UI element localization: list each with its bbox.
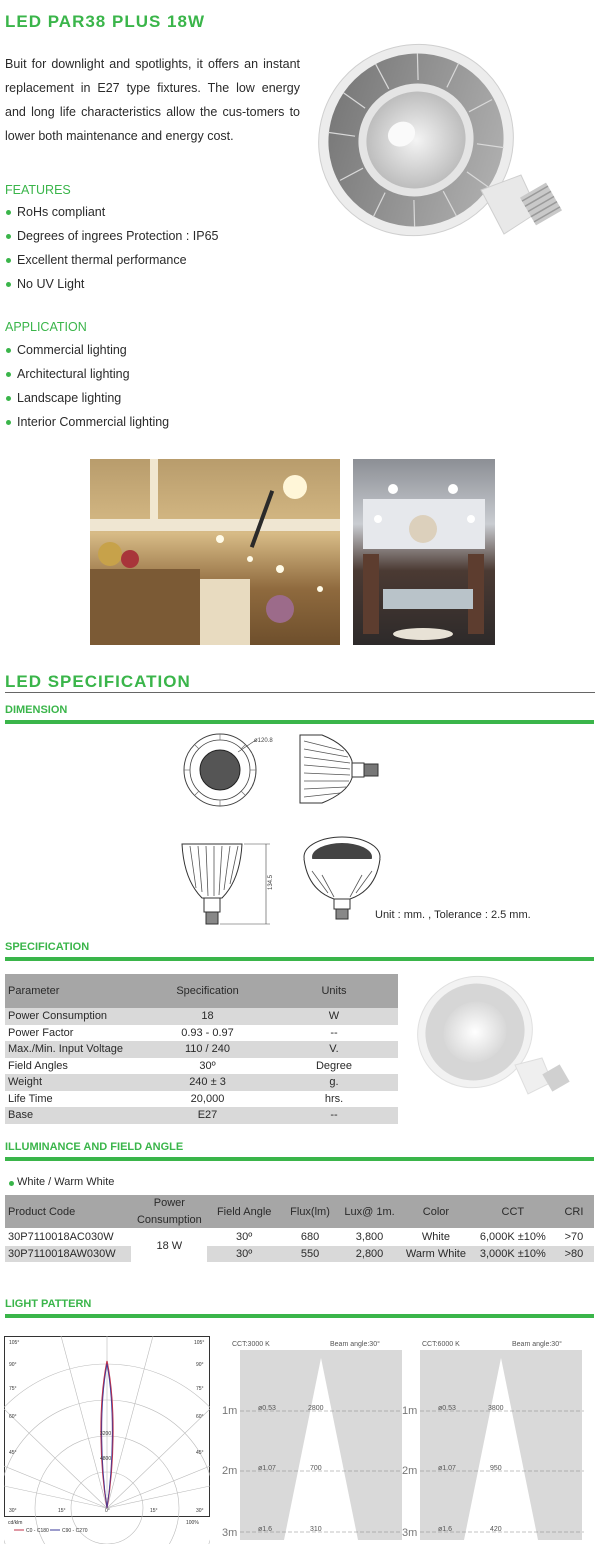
polar-angle-label: 75°: [9, 1386, 17, 1392]
application-heading: APPLICATION: [5, 320, 87, 334]
beam-lux-label: 950: [490, 1465, 502, 1472]
specification-table: [5, 974, 398, 1124]
beam-diameter-label: ø1.07: [258, 1465, 276, 1472]
section-band: [5, 720, 594, 724]
table-cell: g.: [270, 1074, 398, 1091]
beam-lux-label: 310: [310, 1526, 322, 1533]
section-band: [5, 957, 594, 961]
list-item: White / Warm White: [8, 1171, 114, 1193]
beam-lux-label: 2800: [308, 1405, 324, 1412]
polar-angle-label: 45°: [196, 1450, 204, 1456]
table-cell: 30P7110018AW030W: [5, 1246, 131, 1263]
polar-legend-label: C0 - C180: [26, 1528, 49, 1534]
table-cell: V.: [270, 1041, 398, 1058]
features-list: [5, 200, 219, 296]
features-heading: FEATURES: [5, 183, 71, 197]
polar-angle-label: 45°: [9, 1450, 17, 1456]
table-row: [5, 1041, 398, 1058]
polar-angle-label: 30°: [9, 1508, 17, 1514]
table-cell: Warm White: [400, 1246, 472, 1263]
section-band: [5, 1314, 594, 1318]
table-cell: 680: [300, 1231, 320, 1244]
table-cell: >80: [554, 1246, 594, 1263]
divider: [5, 692, 595, 693]
beam-lux-label: 700: [310, 1465, 322, 1472]
led-spec-title: LED SPECIFICATION: [5, 672, 191, 691]
polar-angle-label: 60°: [9, 1414, 17, 1420]
list-item: Degrees of ingrees Protection : IP65: [5, 224, 219, 248]
table-cell: Degree: [315, 1059, 353, 1072]
table-row: [5, 1074, 398, 1091]
polar-angle-label: 60°: [196, 1414, 204, 1420]
table-header-row: [5, 974, 398, 1008]
intro-text: Buit for downlight and spotlights, it offers an instant replacement in E27 type fixtures. The low energy and long life characteristics allow the cus-tomers to lower both maintenance and energy cost.: [5, 57, 300, 143]
table-cell: hrs.: [324, 1092, 344, 1105]
table-row: [5, 1107, 398, 1124]
table-cell: 30º: [207, 1246, 281, 1263]
table-cell: 240 ± 3: [145, 1074, 270, 1091]
table-cell: 20,000: [190, 1092, 225, 1105]
table-row: [5, 1246, 594, 1263]
product-title: LED PAR38 PLUS 18W: [5, 12, 206, 31]
table-cell: 2,800: [339, 1246, 400, 1263]
dimension-height-label: 134.5: [268, 874, 274, 890]
polar-angle-label: 90°: [196, 1362, 204, 1368]
list-item: Landscape lighting: [5, 386, 169, 410]
list-item: Commercial lighting: [5, 338, 169, 362]
dimension-height-drawing: [176, 840, 276, 930]
table-cell: W: [270, 1008, 398, 1025]
polar-angle-label: 0°: [105, 1508, 110, 1514]
polar-angle-label: 105°: [9, 1340, 20, 1346]
table-header-cell: Parameter: [5, 974, 145, 1008]
beam-diameter-label: ø0.53: [258, 1405, 276, 1412]
table-cell: Life Time: [8, 1092, 53, 1105]
table-header-cell: Units: [270, 974, 398, 1008]
table-cell: E27: [145, 1107, 270, 1124]
beam-cct-label: CCT:6000 K: [422, 1341, 460, 1348]
table-cell: 18: [145, 1008, 270, 1025]
store-interior-photo: [90, 459, 340, 645]
table-cell: 3,800: [355, 1231, 384, 1244]
beam-distance-label: 3m: [222, 1527, 238, 1539]
table-header-cell: CRI: [564, 1206, 584, 1218]
table-cell: 550: [281, 1246, 339, 1263]
list-item: RoHs compliant: [5, 200, 219, 224]
polar-angle-label: 105°: [194, 1340, 205, 1346]
table-row: [5, 1091, 398, 1108]
table-cell: Power Factor: [8, 1026, 74, 1039]
polar-legend-label: C90 - C270: [62, 1528, 88, 1534]
beam-diameter-label: ø1.07: [438, 1465, 456, 1472]
table-header-cell: Power Consumption: [136, 1197, 202, 1226]
table-cell: White: [421, 1231, 450, 1244]
list-item: Architectural lighting: [5, 362, 169, 386]
polar-angle-label: 30°: [196, 1508, 204, 1514]
section-band: [5, 1157, 594, 1161]
product-bulb-image: [306, 40, 596, 260]
table-header-cell: Field Angle: [216, 1206, 272, 1218]
table-header-cell: Specification: [145, 974, 270, 1008]
restaurant-interior-photo: [353, 459, 495, 645]
application-list: [5, 338, 169, 434]
table-cell: >70: [564, 1231, 584, 1244]
beam-distance-label: 1m: [222, 1405, 238, 1417]
table-header-cell: Product Code: [8, 1206, 76, 1218]
polar-diagram: [4, 1336, 210, 1544]
table-cell: Weight: [5, 1074, 145, 1091]
list-item: Interior Commercial lighting: [5, 410, 169, 434]
table-cell: Power Consumption: [5, 1008, 145, 1025]
table-row: [5, 1025, 398, 1042]
dimension-diameter-label: ø120.8: [254, 738, 273, 744]
dimension-front-drawing: [176, 730, 276, 810]
table-cell: Field Angles: [8, 1059, 68, 1072]
list-item: No UV Light: [5, 272, 219, 296]
polar-angle-label: 15°: [58, 1508, 66, 1514]
table-row: [5, 1058, 398, 1075]
table-cell: --: [270, 1107, 398, 1124]
beam-angle-label: Beam angle:30°: [330, 1341, 380, 1348]
table-cell: --: [330, 1026, 338, 1039]
beam-distance-label: 3m: [402, 1527, 418, 1539]
table-header-cell: CCT: [501, 1206, 525, 1218]
beam-angle-label: Beam angle:30°: [512, 1341, 562, 1348]
illuminance-heading: ILLUMINANCE AND FIELD ANGLE: [5, 1141, 184, 1153]
beam-distance-label: 2m: [222, 1465, 238, 1477]
table-header-cell: Color: [422, 1206, 450, 1218]
beam-diameter-label: ø1.6: [258, 1526, 273, 1533]
polar-value-label: 3200: [100, 1431, 112, 1437]
beam-chart-3000k: [222, 1336, 408, 1544]
table-row: [5, 1008, 398, 1025]
spec-bulb-image: [410, 970, 590, 1110]
beam-lux-label: 3800: [488, 1405, 504, 1412]
beam-chart-6000k: [402, 1336, 588, 1544]
dimension-heading: DIMENSION: [5, 704, 68, 716]
unit-note: Unit : mm. , Tolerance : 2.5 mm.: [375, 909, 531, 921]
list-item: Excellent thermal performance: [5, 248, 219, 272]
table-header-cell: Flux(lm): [290, 1206, 330, 1218]
polar-value-label: 4800: [100, 1456, 112, 1462]
table-cell: 0.93 - 0.97: [181, 1026, 234, 1039]
beam-diameter-label: ø1.6: [438, 1526, 453, 1533]
table-cell: 30º: [199, 1059, 216, 1072]
table-cell: 110 / 240: [145, 1041, 270, 1058]
table-cell: 30P7110018AC030W: [8, 1231, 114, 1244]
table-cell: 18 W: [156, 1239, 183, 1252]
beam-lux-label: 420: [490, 1526, 502, 1533]
specification-heading: SPECIFICATION: [5, 941, 90, 953]
illuminance-bullet-list: [8, 1171, 114, 1193]
beam-cct-label: CCT:3000 K: [232, 1341, 270, 1348]
polar-unit-label: cd/klm: [8, 1520, 23, 1526]
table-cell: 6,000K ±10%: [479, 1231, 546, 1244]
polar-angle-label: 90°: [9, 1362, 17, 1368]
table-cell: 3,000K ±10%: [472, 1246, 554, 1263]
light-pattern-heading: LIGHT PATTERN: [5, 1298, 92, 1310]
table-cell: 30º: [236, 1231, 253, 1244]
polar-percent-label: 100%: [186, 1520, 199, 1526]
table-header-row: [5, 1195, 594, 1229]
polar-angle-label: 75°: [196, 1386, 204, 1392]
table-cell: Base: [5, 1107, 145, 1124]
polar-angle-label: 15°: [150, 1508, 158, 1514]
dimension-side-drawing: [292, 733, 387, 808]
beam-diameter-label: ø0.53: [438, 1405, 456, 1412]
beam-distance-label: 1m: [402, 1405, 418, 1417]
table-cell: Max./Min. Input Voltage: [5, 1041, 145, 1058]
table-header-cell: Lux@ 1m.: [344, 1206, 395, 1218]
table-row: [5, 1229, 594, 1246]
illuminance-table: [5, 1195, 594, 1262]
beam-distance-label: 2m: [402, 1465, 418, 1477]
